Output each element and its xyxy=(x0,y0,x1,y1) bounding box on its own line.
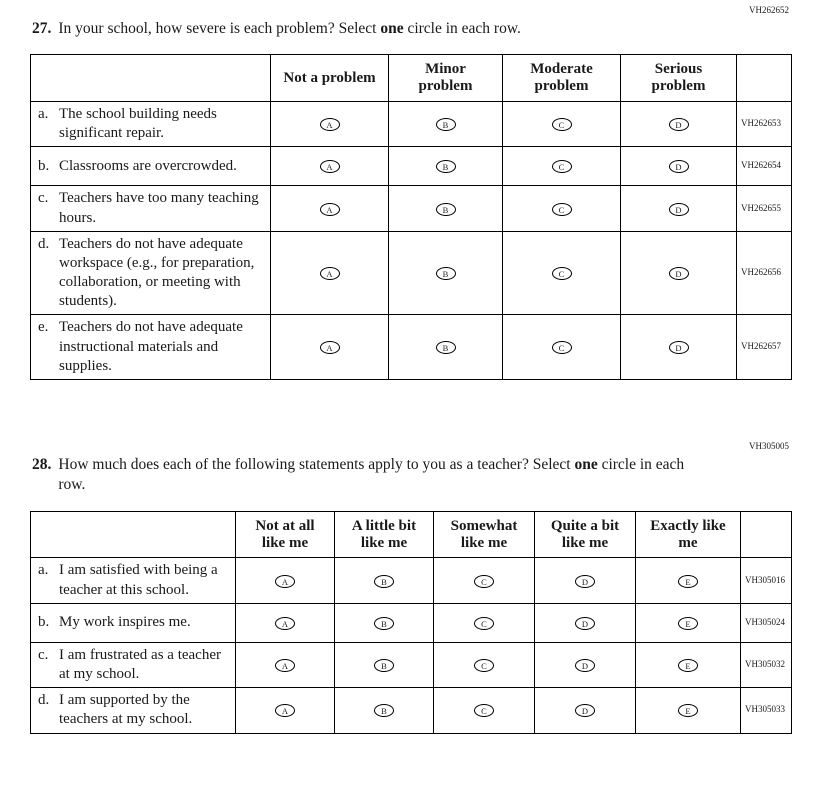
prompt-bold-word: one xyxy=(380,19,404,37)
answer-cell xyxy=(434,688,535,733)
answer-cell xyxy=(236,642,335,687)
column-header-line: Minor xyxy=(425,61,466,78)
question-prompt xyxy=(32,19,791,39)
answer-circle-d[interactable]: D xyxy=(669,341,689,354)
table-row xyxy=(31,315,792,380)
answer-cell xyxy=(271,186,389,231)
question-code: VH305005 xyxy=(749,441,789,451)
code-column-header xyxy=(737,55,792,102)
row-letter: c. xyxy=(38,646,49,663)
row-code: VH262653 xyxy=(737,101,792,146)
row-label: Teachers do not have adequate workspace (e.g., for preparation, collaboration, or meeting with students). xyxy=(59,235,255,310)
answer-cell xyxy=(236,558,335,603)
answer-circle-c[interactable]: C xyxy=(552,267,572,280)
question-27 xyxy=(30,6,791,380)
answer-cell xyxy=(621,147,737,186)
answer-circle-e[interactable]: E xyxy=(678,659,698,672)
q28-table xyxy=(30,511,792,734)
answer-circle-e[interactable]: E xyxy=(678,575,698,588)
row-code: VH262655 xyxy=(737,186,792,231)
row-label: I am supported by the teachers at my school. xyxy=(59,692,193,728)
answer-cell xyxy=(535,642,636,687)
column-header xyxy=(503,55,621,102)
answer-cell xyxy=(389,231,503,315)
row-code: VH305033 xyxy=(741,688,792,733)
question-text xyxy=(58,455,698,496)
answer-cell xyxy=(636,603,741,642)
corner-cell xyxy=(31,55,271,102)
answer-circle-c[interactable]: C xyxy=(474,575,494,588)
answer-circle-c[interactable]: C xyxy=(552,118,572,131)
answer-cell xyxy=(503,231,621,315)
row-label-cell xyxy=(31,688,236,733)
answer-cell xyxy=(434,603,535,642)
answer-circle-b[interactable]: B xyxy=(436,203,456,216)
row-letter: a. xyxy=(38,562,49,579)
prompt-text: How much does each of the following statements apply to you as a teacher? Select xyxy=(58,455,571,473)
column-header xyxy=(535,511,636,558)
column-header xyxy=(636,511,741,558)
column-header-line: problem xyxy=(534,78,589,95)
column-header-line: like me xyxy=(460,534,508,551)
question-number: 27. xyxy=(32,19,52,37)
column-header-line: Not a problem xyxy=(283,69,376,86)
column-header-line: Quite a bit xyxy=(550,517,620,534)
answer-circle-d[interactable]: D xyxy=(669,267,689,280)
answer-circle-c[interactable]: C xyxy=(474,704,494,717)
answer-cell xyxy=(621,101,737,146)
answer-cell xyxy=(621,315,737,380)
answer-circle-a[interactable]: A xyxy=(320,267,340,280)
answer-cell xyxy=(503,315,621,380)
answer-circle-a[interactable]: A xyxy=(320,160,340,173)
row-label-cell xyxy=(31,186,271,231)
answer-cell xyxy=(636,688,741,733)
header-row xyxy=(31,511,792,558)
table-row xyxy=(31,101,792,146)
answer-cell xyxy=(335,642,434,687)
table-row xyxy=(31,603,792,642)
table-row xyxy=(31,147,792,186)
answer-circle-a[interactable]: A xyxy=(275,704,295,717)
column-header-line: Moderate xyxy=(530,61,593,78)
answer-cell xyxy=(335,558,434,603)
prompt-text: circle in each row. xyxy=(407,19,521,37)
column-header-line: Serious xyxy=(654,61,703,78)
row-code: VH262656 xyxy=(737,231,792,315)
answer-circle-b[interactable]: B xyxy=(436,267,456,280)
column-header-line: like me xyxy=(360,534,408,551)
column-header xyxy=(236,511,335,558)
column-header xyxy=(335,511,434,558)
answer-circle-a[interactable]: A xyxy=(275,659,295,672)
answer-circle-b[interactable]: B xyxy=(436,160,456,173)
row-letter: c. xyxy=(38,190,49,207)
section-spacer xyxy=(30,380,791,442)
answer-cell xyxy=(271,147,389,186)
table-row xyxy=(31,688,792,733)
answer-circle-b[interactable]: B xyxy=(374,704,394,717)
row-label: I am satisfied with being a teacher at this school. xyxy=(59,562,218,598)
answer-cell xyxy=(535,603,636,642)
row-label-cell xyxy=(31,101,271,146)
column-header xyxy=(434,511,535,558)
answer-cell xyxy=(389,101,503,146)
prompt-bold-word: one xyxy=(574,455,598,473)
answer-circle-d[interactable]: D xyxy=(575,659,595,672)
row-label: Teachers have too many teaching hours. xyxy=(59,190,259,226)
answer-cell xyxy=(434,558,535,603)
question-code: VH262652 xyxy=(749,5,789,15)
question-text xyxy=(58,19,521,39)
answer-circle-d[interactable]: D xyxy=(575,704,595,717)
answer-circle-a[interactable]: A xyxy=(320,341,340,354)
column-header-line: Exactly like xyxy=(650,517,726,534)
answer-cell xyxy=(236,603,335,642)
column-header-line: me xyxy=(678,534,698,551)
answer-cell xyxy=(389,147,503,186)
row-letter: a. xyxy=(38,105,49,122)
answer-cell xyxy=(503,186,621,231)
row-label-cell xyxy=(31,315,271,380)
q27-table xyxy=(30,54,792,380)
row-label: I am frustrated as a teacher at my school. xyxy=(59,646,221,682)
answer-cell xyxy=(389,315,503,380)
row-label-cell xyxy=(31,603,236,642)
row-label: The school building needs significant repair. xyxy=(59,105,217,142)
column-header xyxy=(271,55,389,102)
answer-cell xyxy=(271,315,389,380)
row-letter: b. xyxy=(38,614,50,631)
header-row xyxy=(31,55,792,102)
answer-cell xyxy=(535,558,636,603)
answer-circle-b[interactable]: B xyxy=(374,617,394,630)
answer-cell xyxy=(503,101,621,146)
corner-cell xyxy=(31,511,236,558)
answer-cell xyxy=(335,603,434,642)
table-row xyxy=(31,231,792,315)
table-row xyxy=(31,558,792,603)
column-header-line: problem xyxy=(651,78,706,95)
question-28 xyxy=(30,442,791,734)
table-row xyxy=(31,642,792,687)
row-letter: b. xyxy=(38,157,50,174)
column-header-line: A little bit xyxy=(351,517,417,534)
answer-circle-c[interactable]: C xyxy=(552,160,572,173)
answer-circle-d[interactable]: D xyxy=(669,160,689,173)
answer-cell xyxy=(636,642,741,687)
table-row xyxy=(31,186,792,231)
column-header xyxy=(389,55,503,102)
answer-cell xyxy=(636,558,741,603)
row-label: Classrooms are overcrowded. xyxy=(59,157,237,174)
answer-circle-d[interactable]: D xyxy=(669,118,689,131)
answer-cell xyxy=(389,186,503,231)
answer-cell xyxy=(236,688,335,733)
row-label-cell xyxy=(31,231,271,315)
answer-circle-c[interactable]: C xyxy=(474,659,494,672)
row-label-cell xyxy=(31,642,236,687)
row-label-cell xyxy=(31,558,236,603)
answer-circle-c[interactable]: C xyxy=(552,341,572,354)
column-header-line: like me xyxy=(261,534,309,551)
prompt-text: circle in each row. xyxy=(58,455,685,494)
question-prompt xyxy=(32,455,791,496)
column-header-line: like me xyxy=(561,534,609,551)
answer-circle-b[interactable]: B xyxy=(436,341,456,354)
answer-circle-a[interactable]: A xyxy=(320,118,340,131)
row-code: VH305024 xyxy=(741,603,792,642)
answer-circle-e[interactable]: E xyxy=(678,617,698,630)
answer-circle-d[interactable]: D xyxy=(575,617,595,630)
answer-cell xyxy=(621,231,737,315)
row-code: VH262657 xyxy=(737,315,792,380)
question-number: 28. xyxy=(32,455,52,473)
answer-circle-d[interactable]: D xyxy=(575,575,595,588)
answer-circle-c[interactable]: C xyxy=(552,203,572,216)
row-label: My work inspires me. xyxy=(59,614,191,631)
answer-circle-a[interactable]: A xyxy=(275,617,295,630)
row-label-cell xyxy=(31,147,271,186)
prompt-text: In your school, how severe is each problem? Select xyxy=(58,19,377,37)
row-label: Teachers do not have adequate instructional materials and supplies. xyxy=(59,319,243,374)
row-code: VH305032 xyxy=(741,642,792,687)
answer-circle-b[interactable]: B xyxy=(374,575,394,588)
answer-circle-b[interactable]: B xyxy=(374,659,394,672)
row-letter: d. xyxy=(38,235,50,252)
answer-cell xyxy=(271,101,389,146)
answer-circle-c[interactable]: C xyxy=(474,617,494,630)
column-header-line: problem xyxy=(418,78,473,95)
answer-cell xyxy=(503,147,621,186)
answer-cell xyxy=(535,688,636,733)
row-letter: d. xyxy=(38,692,50,709)
column-header-line: Somewhat xyxy=(450,517,518,534)
answer-cell xyxy=(434,642,535,687)
answer-cell xyxy=(335,688,434,733)
column-header-line: Not at all xyxy=(255,517,315,534)
row-code: VH262654 xyxy=(737,147,792,186)
column-header xyxy=(621,55,737,102)
answer-circle-a[interactable]: A xyxy=(275,575,295,588)
row-letter: e. xyxy=(38,319,49,336)
answer-circle-d[interactable]: D xyxy=(669,203,689,216)
answer-cell xyxy=(621,186,737,231)
answer-circle-b[interactable]: B xyxy=(436,118,456,131)
row-code: VH305016 xyxy=(741,558,792,603)
answer-circle-a[interactable]: A xyxy=(320,203,340,216)
answer-circle-e[interactable]: E xyxy=(678,704,698,717)
code-column-header xyxy=(741,511,792,558)
answer-cell xyxy=(271,231,389,315)
